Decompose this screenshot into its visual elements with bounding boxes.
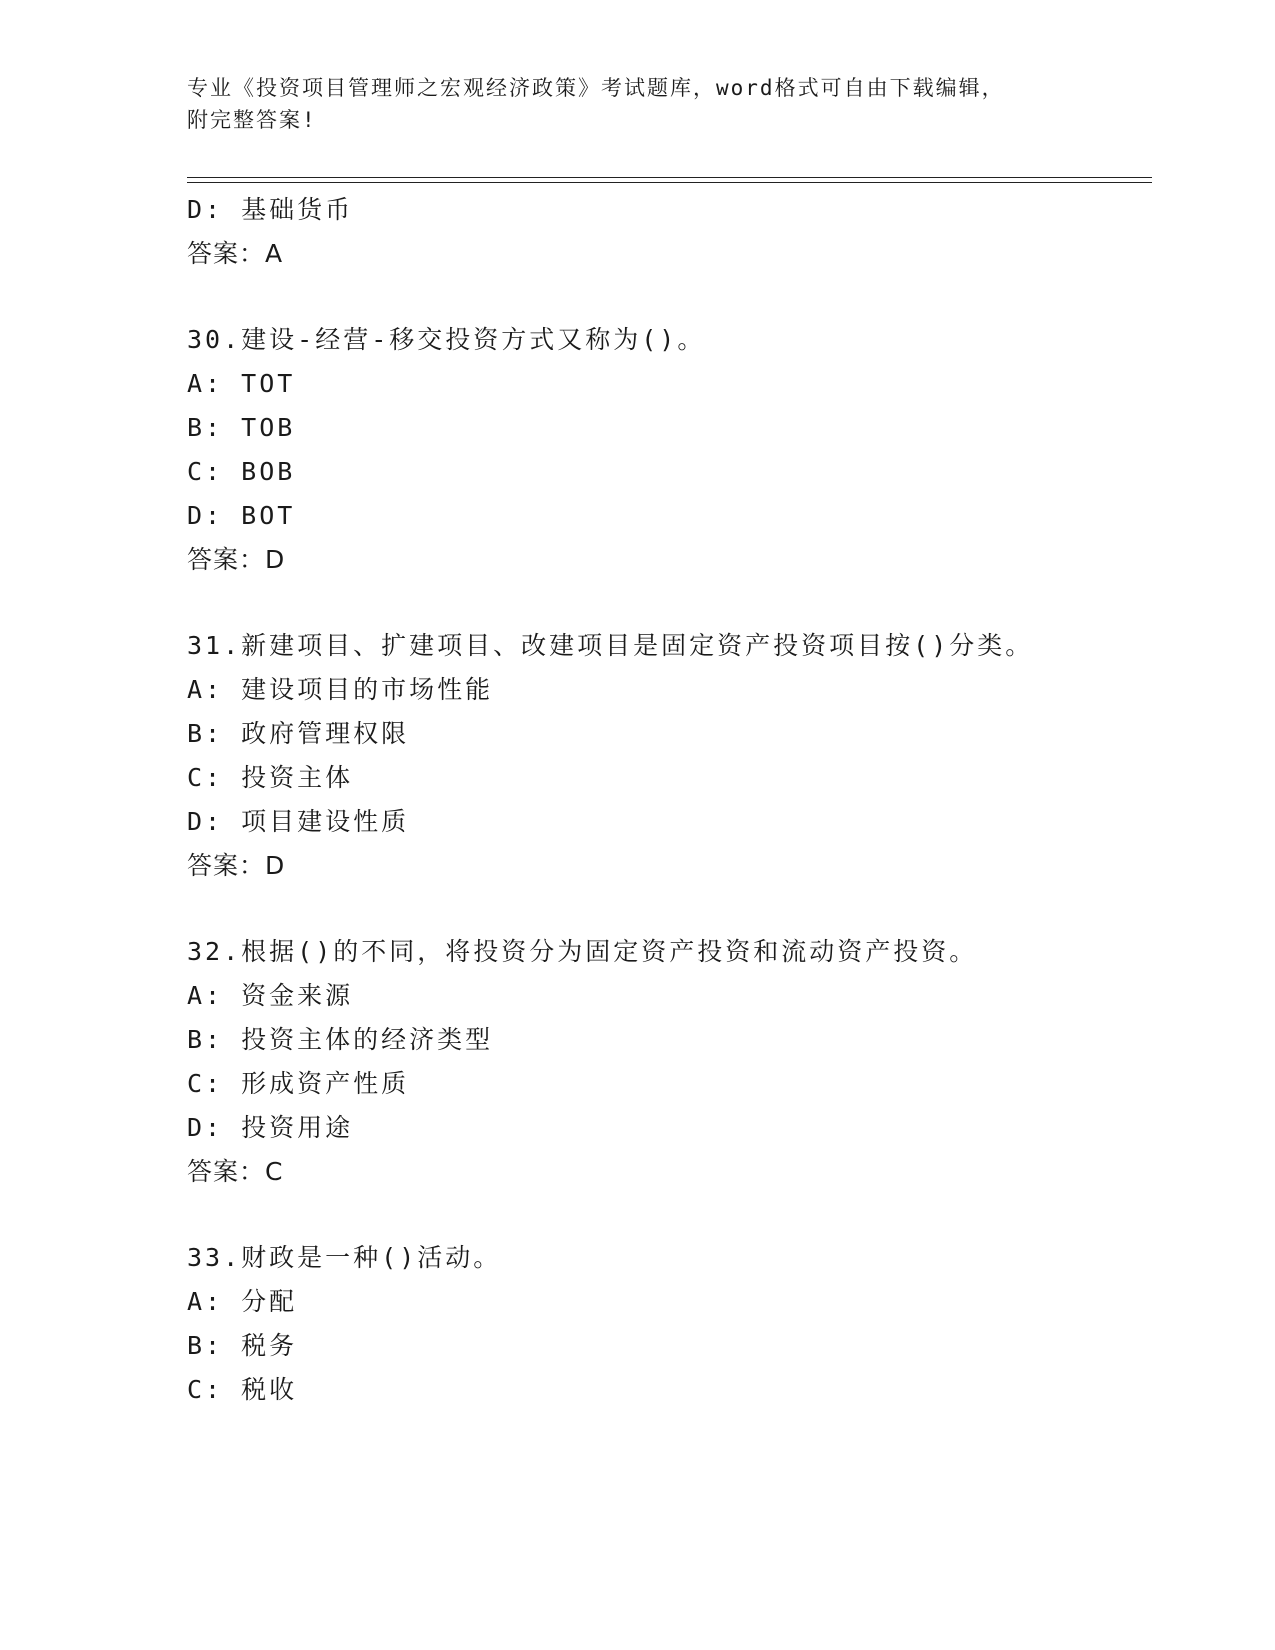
question-30-option-a: A: TOT	[187, 369, 296, 398]
question-30-stem: 30.建设-经营-移交投资方式又称为()。	[187, 325, 706, 354]
question-33-stem: 33.财政是一种()活动。	[187, 1243, 502, 1272]
question-32-answer: 答案：C	[187, 1157, 284, 1186]
question-30-option-c: C: BOB	[187, 457, 296, 486]
question-31-option-a: A: 建设项目的市场性能	[187, 675, 494, 704]
question-31-stem: 31.新建项目、扩建项目、改建项目是固定资产投资项目按()分类。	[187, 631, 1034, 660]
question-30-answer: 答案：D	[187, 545, 286, 574]
header-rule-top	[187, 177, 1152, 178]
document-header	[187, 72, 1087, 136]
question-32-option-d: D: 投资用途	[187, 1113, 354, 1142]
fragment-option-d: D: 基础货币	[187, 195, 354, 224]
question-33-option-c: C: 税收	[187, 1375, 298, 1404]
header-line-1: 专业《投资项目管理师之宏观经济政策》考试题库，word格式可自由下载编辑，	[187, 76, 1005, 100]
question-30-option-b: B: TOB	[187, 413, 296, 442]
question-31-answer: 答案：D	[187, 851, 286, 880]
question-33-option-b: B: 税务	[187, 1331, 298, 1360]
question-30-option-d: D: BOT	[187, 501, 296, 530]
question-31-option-c: C: 投资主体	[187, 763, 354, 792]
question-31-option-b: B: 政府管理权限	[187, 719, 410, 748]
question-32-option-a: A: 资金来源	[187, 981, 354, 1010]
header-line-2: 附完整答案!	[187, 108, 317, 132]
question-32-option-b: B: 投资主体的经济类型	[187, 1025, 494, 1054]
question-32-stem: 32.根据()的不同，将投资分为固定资产投资和流动资产投资。	[187, 937, 978, 966]
fragment-answer: 答案：A	[187, 239, 284, 268]
header-rule-bottom	[187, 182, 1152, 183]
question-31-option-d: D: 项目建设性质	[187, 807, 410, 836]
question-33-option-a: A: 分配	[187, 1287, 298, 1316]
question-32-option-c: C: 形成资产性质	[187, 1069, 410, 1098]
